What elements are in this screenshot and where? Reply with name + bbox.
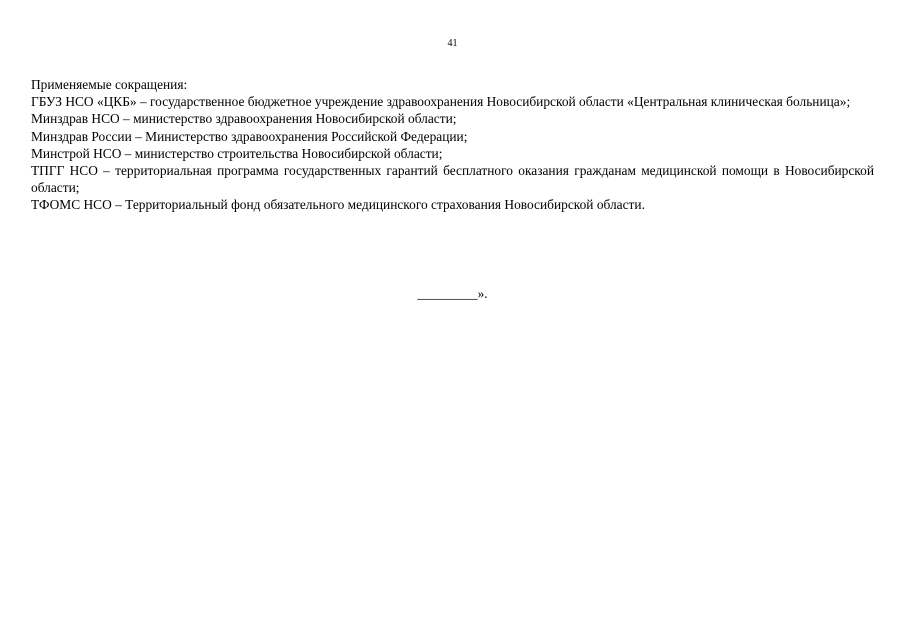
abbreviation-minzdrav-rossii: Минздрав России – Министерство здравоохранения Российской Федерации; <box>31 128 468 144</box>
abbreviations-heading: Применяемые сокращения: <box>31 77 188 92</box>
abbreviation-tpgg-nso: ТПГГ НСО – территориальная программа государственных гарантий бесплатного оказания гражданам медицинской помощи в Новосибирской области; <box>31 163 874 196</box>
abbreviation-gbuz-nso-ckb: ГБУЗ НСО «ЦКБ» – государственное бюджетное учреждение здравоохранения Новосибирской области «Центральная клиническая больница»; <box>31 94 851 110</box>
closing-mark: _________». <box>417 286 488 301</box>
abbreviation-tfoms-nso: ТФОМС НСО – Территориальный фонд обязательного медицинского страхования Новосибирской области. <box>31 197 645 213</box>
abbreviations-section <box>31 76 874 214</box>
abbreviation-minzdrav-nso: Минздрав НСО – министерство здравоохранения Новосибирской области; <box>31 111 457 127</box>
abbreviation-minstroy-nso: Минстрой НСО – министерство строительства Новосибирской области; <box>31 145 443 161</box>
page-number: 41 <box>447 38 458 49</box>
